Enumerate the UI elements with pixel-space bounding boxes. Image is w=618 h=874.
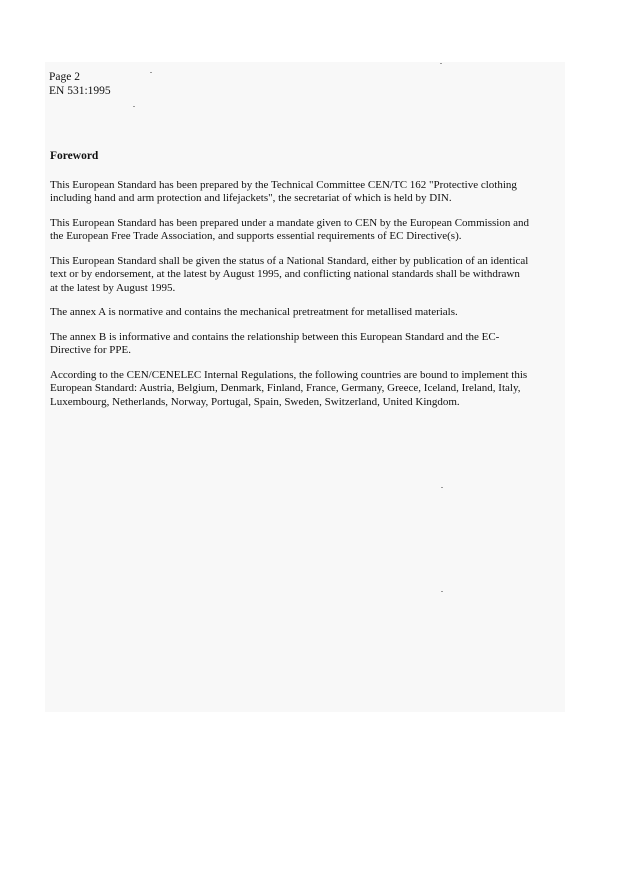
scan-speck	[440, 63, 442, 64]
paragraph-line: at the latest by August 1995.	[50, 281, 176, 294]
paragraph	[50, 331, 556, 358]
scan-speck	[133, 106, 135, 107]
paragraph-line: The annex B is informative and contains the relationship between this European Standard and the EC-	[50, 330, 500, 343]
paragraph-line: text or by endorsement, at the latest by August 1995, and conflicting national standards shall be withdrawn	[50, 268, 520, 280]
section-heading: Foreword	[50, 150, 99, 162]
standard-id: EN 531:1995	[49, 85, 111, 97]
scan-speck	[150, 72, 152, 73]
paragraph-line: Directive for PPE.	[50, 344, 131, 356]
foreword-section	[50, 150, 556, 420]
paragraph-line: Luxembourg, Netherlands, Norway, Portugal, Spain, Sweden, Switzerland, United Kingdom.	[50, 395, 460, 408]
scan-speck	[441, 487, 443, 488]
paragraph	[50, 217, 556, 244]
paragraph-line: The annex A is normative and contains the mechanical pretreatment for metallised materials.	[50, 306, 458, 318]
paragraph-line: This European Standard shall be given the status of a National Standard, either by publication of an identical	[50, 254, 529, 267]
page-header	[49, 70, 111, 98]
paragraph	[50, 179, 556, 206]
paragraph-line: According to the CEN/CENELEC Internal Regulations, the following countries are bound to implement this	[50, 368, 528, 381]
paragraph	[50, 306, 556, 320]
paragraph-line: European Standard: Austria, Belgium, Denmark, Finland, France, Germany, Greece, Iceland, Ireland, Italy,	[50, 382, 521, 394]
paragraph-line: the European Free Trade Association, and supports essential requirements of EC Directive(s).	[50, 230, 462, 242]
paragraph	[50, 369, 556, 410]
scan-speck	[441, 591, 443, 592]
paragraph-line: This European Standard has been prepared by the Technical Committee CEN/TC 162 "Protective clothing	[50, 178, 517, 191]
paragraph	[50, 255, 556, 296]
page-number: Page 2	[49, 71, 80, 83]
paragraph-line: including hand and arm protection and lifejackets", the secretariat of which is held by DIN.	[50, 192, 452, 204]
paragraph-line: This European Standard has been prepared under a mandate given to CEN by the European Commission and	[50, 216, 529, 229]
